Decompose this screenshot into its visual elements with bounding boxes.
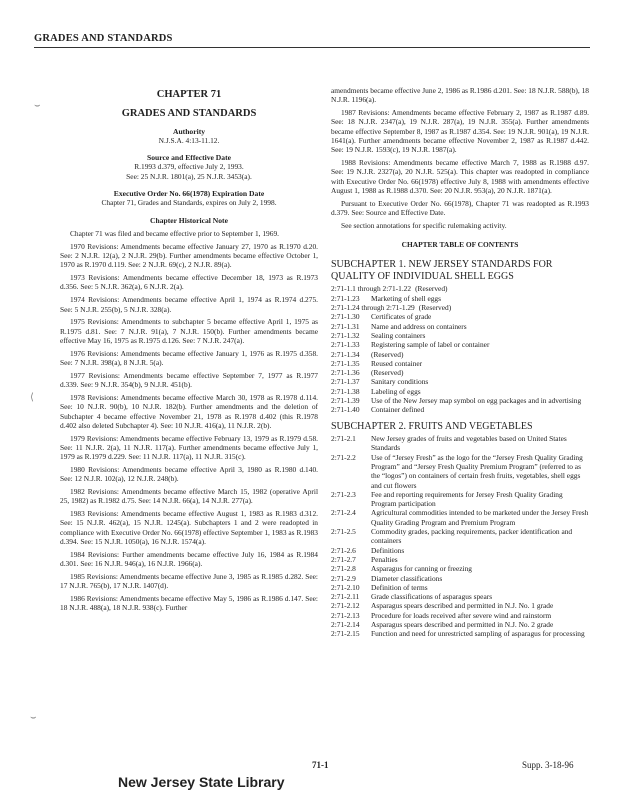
toc-section-title: (Reserved)	[371, 368, 404, 378]
history-paragraph: 1986 Revisions: Amendments became effective May 5, 1986 as R.1986 d.147. See: 18 N.J.R. 488(a), 18 N.J.R. 938(c). Further	[60, 594, 318, 613]
history-paragraph: 1987 Revisions: Amendments became effective February 2, 1987 as R.1987 d.89. See: 18 N.J.R. 2347(a), 19 N.J.R. 287(a), 19 N.J.R. 355(a). Further amendments became effective September 8, 1987 as R.1987 d.354. See: 19 N.J.R. 901(a), 19 N.J.R. 1641(a). Further amendments became effective November 2, 1987 as R.1987 d.442. See: 19 N.J.R. 1593(c), 19 N.J.R. 1987(a).	[331, 108, 589, 155]
historical-note-label: Chapter Historical Note	[150, 215, 228, 225]
history-paragraph: 1977 Revisions: Amendments became effective September 7, 1977 as R.1977 d.339. See: 9 N.J.R. 354(b), 9 N.J.R. 451(b).	[60, 370, 318, 390]
history-paragraph: See section annotations for specific rulemaking activity.	[341, 220, 507, 230]
history-paragraph: 1970 Revisions: Amendments became effective January 27, 1970 as R.1970 d.20. See: 2 N.J.R. 12(a), 2 N.J.R. 29(b). Further amendments became effective October 1, 1970 as R.1970 d.119. See: 2 N.J.R. 69(c), 2 N.J.R. 89(a).	[60, 241, 318, 270]
toc-section-title: Diameter classifications	[371, 573, 443, 583]
chapter-title: GRADES AND STANDARDS	[121, 108, 257, 120]
source-label: Source and Effective Date	[146, 153, 231, 163]
toc-section-title: Definitions	[371, 545, 405, 555]
authority-label: Authority	[172, 126, 206, 136]
history-paragraph: 1973 Revisions: Amendments became effective December 18, 1973 as R.1973 d.356. See: 5 N.J.R. 362(a), 6 N.J.R. 2(a).	[60, 273, 318, 292]
margin-mark: ⌣	[30, 712, 37, 723]
history-paragraph: 1975 Revisions: Amendments to subchapter 5 became effective April 1, 1975 as R.1975 d.81. See: 7 N.J.R. 91(a), 7 N.J.R. 150(b). Further amendments became effective May 16, 1975 as R.1975 d.126. See: 7 N.J.R. 247(a).	[60, 317, 318, 345]
toc-section-number: 2:71-2.14	[331, 620, 360, 630]
toc-item	[331, 331, 589, 340]
left-column	[60, 90, 318, 616]
toc-item	[331, 312, 589, 321]
toc-section-number: 2:71-1.37	[331, 377, 360, 387]
toc-section-number: 2:71-2.6	[331, 545, 356, 555]
history-paragraph: 1985 Revisions: Amendments became effective June 3, 1985 as R.1985 d.282. See: 17 N.J.R. 765(b), 17 N.J.R. 1407(d).	[60, 571, 318, 591]
toc-item	[331, 527, 589, 546]
toc-section-number: 2:71-1.34	[331, 349, 360, 359]
toc-item	[331, 564, 589, 573]
toc-section-title: Asparagus for canning or freezing	[371, 564, 472, 574]
history-paragraph: Pursuant to Executive Order No. 66(1978), Chapter 71 was readopted as R.1993 d.379. See: Source and Effective Date.	[331, 198, 589, 218]
toc-section-number: 2:71-2.2	[331, 452, 356, 462]
toc-section-number: 2:71-2.5	[331, 527, 356, 537]
toc-section-number: 2:71-2.4	[331, 508, 356, 518]
toc-item	[331, 601, 589, 610]
toc-section-title: (Reserved)	[415, 284, 448, 294]
toc-item	[331, 387, 589, 396]
toc-item	[331, 350, 589, 359]
history-paragraph: 1988 Revisions: Amendments became effective March 7, 1988 as R.1988 d.97. See: 19 N.J.R. 2327(a), 20 N.J.R. 525(a). This chapter was readopted in compliance with Executive Order No. 66(1978) effective July 8, 1988 with amendments effective August 1, 1988 as R.1988 d.370. See: 20 N.J.R. 953(a), 20 N.J.R. 1871(a).	[331, 158, 589, 195]
toc-section-number: 2:71-2.7	[331, 554, 356, 564]
running-head: GRADES AND STANDARDS	[34, 33, 173, 44]
toc-item	[331, 294, 589, 303]
supplement-date: Supp. 3-18-96	[522, 760, 574, 770]
toc-section-title: Use of the New Jersey map symbol on egg packages and in advertising	[371, 396, 582, 406]
history-paragraph: 1974 Revisions: Amendments became effective April 1, 1974 as R.1974 d.275. See: 5 N.J.R. 255(b), 5 N.J.R. 328(a).	[60, 295, 318, 314]
toc-item	[331, 555, 589, 564]
toc-item	[331, 405, 589, 414]
toc-section-title: Procedure for loads received after severe wind and rainstorm	[371, 610, 552, 620]
toc-section-number: 2:71-1.33	[331, 340, 360, 350]
toc-section-title: Marketing of shell eggs	[371, 293, 441, 303]
subchapter-2-list	[331, 434, 589, 639]
toc-section-title: (Reserved)	[371, 349, 404, 359]
toc-section-title: Asparagus spears described and permitted in N.J. No. 2 grade	[371, 620, 554, 630]
source-line: R.1993 d.379, effective July 2, 1993.	[134, 162, 244, 172]
toc-section-title: Name and address on containers	[371, 321, 467, 331]
history-paragraph: 1980 Revisions: Amendments became effective April 3, 1980 as R.1980 d.140. See: 12 N.J.R. 102(a), 12 N.J.R. 248(b).	[60, 465, 318, 484]
toc-section-title: Reused container	[371, 358, 423, 368]
toc-item	[331, 508, 589, 527]
toc-section-title: Labeling of eggs	[371, 386, 421, 396]
page-number: 71-1	[312, 760, 329, 770]
toc-section-title: Sanitary conditions	[371, 377, 429, 387]
authority-text: N.J.S.A. 4:13-11.12.	[158, 135, 220, 145]
toc-section-number: 2:71-1.23	[331, 293, 360, 303]
header-rule	[34, 47, 590, 48]
toc-section-number: 2:71-1.31	[331, 321, 360, 331]
toc-section-number: 2:71-2.8	[331, 564, 356, 574]
toc-section-number: 2:71-1.30	[331, 312, 360, 322]
toc-item	[331, 303, 589, 312]
toc-item	[331, 629, 589, 638]
toc-section-number: 2:71-1.1 through 2:71-1.22	[331, 284, 412, 294]
toc-section-number: 2:71-1.35	[331, 358, 360, 368]
history-paragraph: 1983 Revisions: Amendments became effective August 1, 1983 as R.1983 d.312. See: 15 N.J.R. 462(a), 15 N.J.R. 1245(a). Subchapters 1 and 2 were readopted in compliance with Executive Order No. 66(1978) effective September 1, 1983 as R.1983 d.394. See: 15 N.J.R. 1050(a), 16 N.J.R. 1574(a).	[60, 509, 318, 547]
exec-order-text: Chapter 71, Grades and Standards, expires on July 2, 1998.	[101, 198, 277, 208]
toc-section-title: Agricultural commodities intended to be marketed under the Jersey Fresh Quality Grading Program and Premium Program	[371, 508, 589, 527]
toc-section-title: Sealing containers	[371, 330, 426, 340]
toc-item	[331, 611, 589, 620]
toc-item	[331, 592, 589, 601]
toc-section-title: New Jersey grades of fruits and vegetables based on United States Standards	[371, 434, 567, 453]
toc-section-number: 2:71-2.1	[331, 434, 356, 444]
toc-item	[331, 396, 589, 405]
toc-section-number: 2:71-2.10	[331, 582, 360, 592]
toc-section-number: 2:71-1.32	[331, 330, 360, 340]
toc-item	[331, 284, 589, 293]
subchapter-2-heading: SUBCHAPTER 2. FRUITS AND VEGETABLES	[331, 420, 533, 432]
toc-item	[331, 583, 589, 592]
toc-section-title: Grade classifications of asparagus spears	[371, 592, 493, 602]
toc-item	[331, 377, 589, 386]
margin-mark: ⌣	[34, 100, 41, 111]
history-paragraph: Chapter 71 was filed and became effective prior to September 1, 1969.	[70, 228, 279, 238]
toc-section-title: (Reserved)	[418, 303, 452, 313]
toc-section-title: Fee and reporting requirements for Jersey Fresh Quality Grading Program participation	[371, 489, 563, 509]
history-paragraph: 1979 Revisions: Amendments became effective February 13, 1979 as R.1979 d.58. See: 11 N.J.R. 2(a), 11 N.J.R. 117(a). Further amendments became effective July 1, 1979 as R.1979 d.229. See: 11 N.J.R. 117(a), 11 N.J.R. 315(c).	[60, 433, 318, 462]
toc-section-title: Penalties	[371, 554, 398, 564]
toc-item	[331, 434, 589, 453]
toc-section-title: Definition of terms	[371, 582, 428, 592]
toc-section-number: 2:71-2.11	[331, 592, 360, 602]
subchapter-1-list	[331, 284, 589, 414]
history-paragraph: 1984 Revisions: Further amendments became effective July 16, 1984 as R.1984 d.301. See: 16 N.J.R. 946(a), 16 N.J.R. 1966(a).	[60, 549, 318, 569]
subchapter-1-heading: SUBCHAPTER 1. NEW JERSEY STANDARDS FOR QUALITY OF INDIVIDUAL SHELL EGGS	[331, 259, 553, 282]
margin-mark: ⟨	[30, 392, 34, 403]
toc-item	[331, 490, 589, 509]
toc-section-number: 2:71-2.13	[331, 610, 360, 620]
history-paragraph: amendments became effective June 2, 1986 as R.1986 d.201. See: 18 N.J.R. 588(b), 18 N.J.R. 1196(a).	[331, 86, 589, 105]
toc-section-number: 2:71-2.3	[331, 489, 356, 499]
chapter-number: CHAPTER 71	[156, 89, 222, 100]
toc-section-number: 2:71-2.9	[331, 573, 356, 583]
toc-section-number: 2:71-1.39	[331, 396, 360, 406]
library-stamp: New Jersey State Library	[118, 774, 285, 790]
history-paragraph: 1976 Revisions: Amendments became effective January 1, 1976 as R.1975 d.358. See: 7 N.J.R. 398(a), 8 N.J.R. 5(a).	[60, 348, 318, 368]
toc-section-title: Commodity grades, packing requirements, packer identification and containers	[371, 527, 573, 546]
toc-section-title: Function and need for unrestricted sampling of asparagus for processing	[371, 629, 585, 639]
toc-item	[331, 340, 589, 349]
toc-section-title: Container defined	[371, 405, 425, 415]
source-line: See: 25 N.J.R. 1801(a), 25 N.J.R. 3453(a).	[126, 171, 252, 181]
toc-item	[331, 322, 589, 331]
toc-section-number: 2:71-2.12	[331, 601, 360, 611]
toc-section-number: 2:71-1.38	[331, 386, 360, 396]
toc-item	[331, 546, 589, 555]
history-paragraph: 1978 Revisions: Amendments became effective March 30, 1978 as R.1978 d.114. See: 10 N.J.R. 90(b), 10 N.J.R. 182(b). Further amendments and the deletion of Subchapter 4 became effective November 21, 1978 as R.1978 d.402 (this R.1978 d.402 also deleted Subchapter 4). See: 10 N.J.R. 416(a), 11 N.J.R. 2(b).	[60, 392, 318, 430]
toc-section-number: 2:71-1.40	[331, 405, 360, 415]
toc-section-number: 2:71-2.15	[331, 629, 360, 639]
toc-section-title: Use of “Jersey Fresh” as the logo for the “Jersey Fresh Quality Grading Program” and “Jersey Fresh Quality Premium Program” (referred to as the “logos”) on containers of certain fresh fruits, vegetables, shell eggs and cut flowers	[371, 452, 583, 490]
exec-order-label: Executive Order No. 66(1978) Expiration Date	[113, 189, 265, 199]
toc-section-number: 2:71-1.36	[331, 368, 360, 378]
toc-item	[331, 453, 589, 490]
toc-section-title: Registering sample of label or container	[371, 340, 490, 350]
toc-item	[331, 574, 589, 583]
right-column	[331, 86, 589, 639]
toc-section-number: 2:71-1.24 through 2:71-1.29	[331, 303, 415, 313]
toc-item	[331, 368, 589, 377]
toc-section-title: Certificates of grade	[371, 312, 432, 322]
toc-title: CHAPTER TABLE OF CONTENTS	[401, 240, 519, 250]
history-paragraph: 1982 Revisions: Amendments became effective March 15, 1982 (operative April 25, 1982) as R.1982 d.75. See: 14 N.J.R. 66(a), 14 N.J.R. 277(a).	[60, 487, 318, 506]
toc-section-title: Asparagus spears described and permitted in N.J. No. 1 grade	[371, 601, 554, 611]
toc-item	[331, 620, 589, 629]
toc-item	[331, 359, 589, 368]
